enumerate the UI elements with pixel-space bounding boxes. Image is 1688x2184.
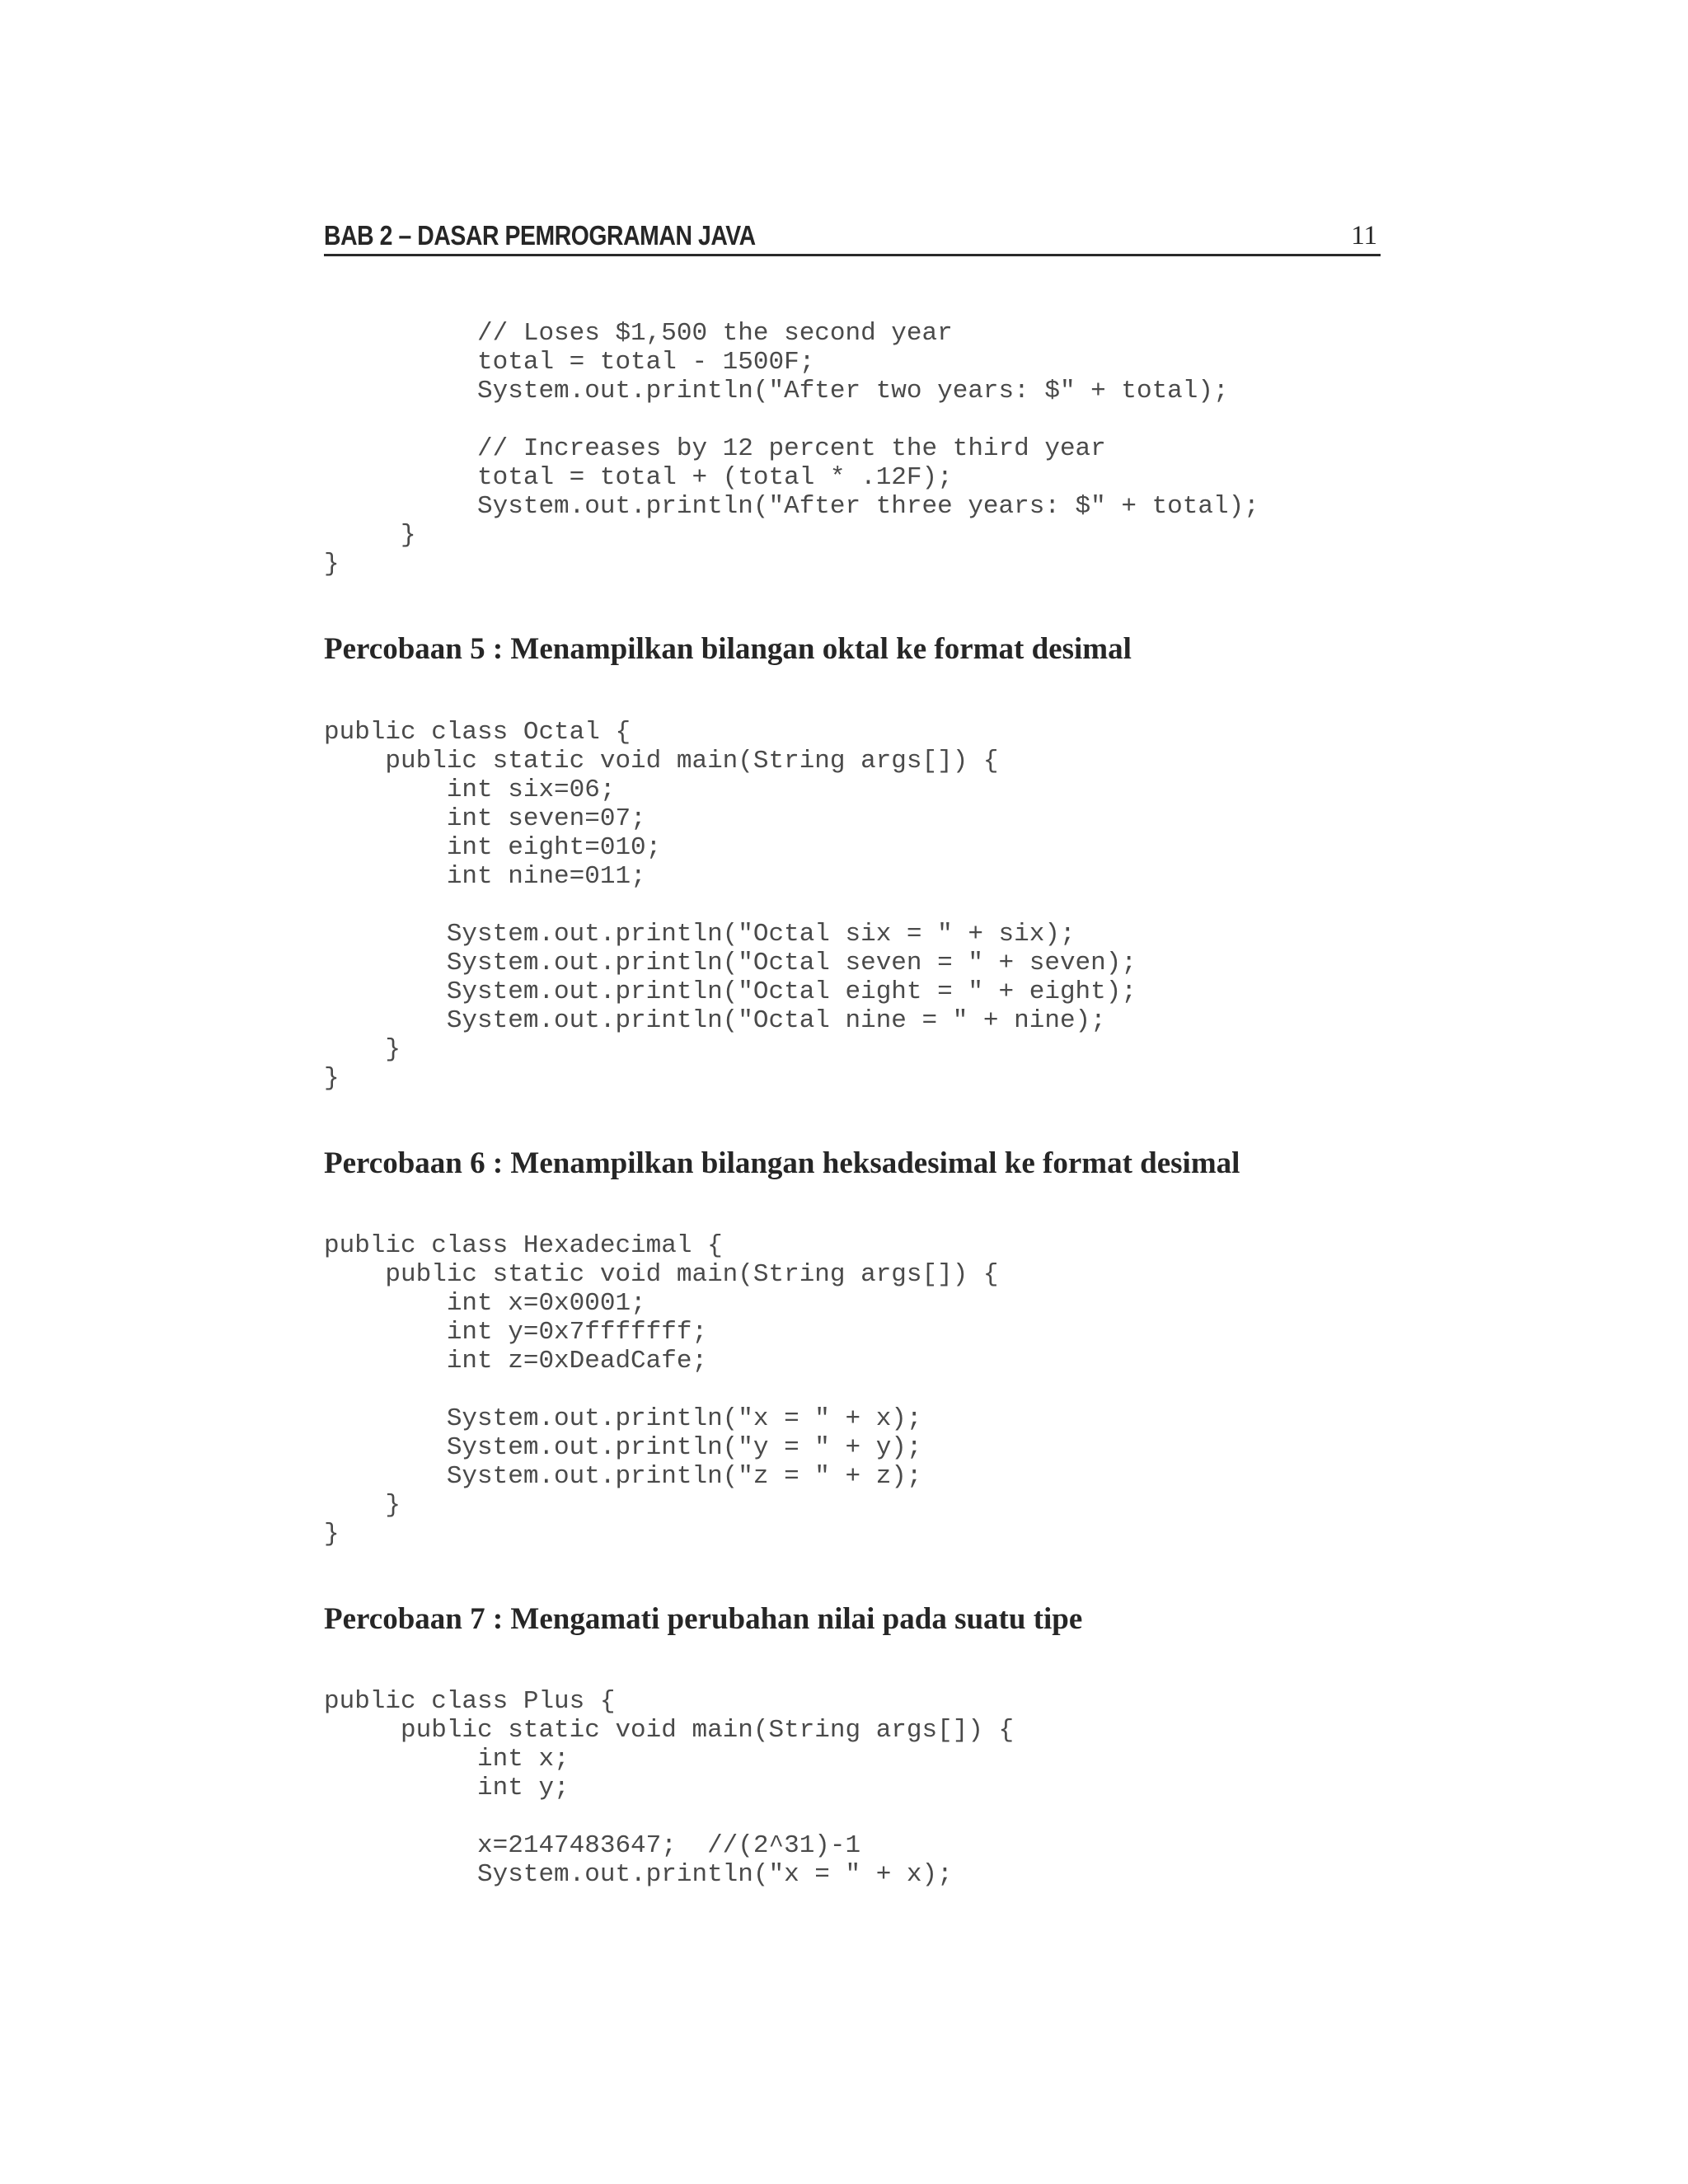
chapter-title: BAB 2 – DASAR PEMROGRAMAN JAVA xyxy=(324,220,756,251)
section-title-percobaan-7: Percobaan 7 : Mengamati perubahan nilai pada suatu tipe xyxy=(324,1602,1083,1636)
code-block-continued: // Loses $1,500 the second year total = total - 1500F; System.out.println("After two years: $" + total); // Increases by 12 percent the third year total = total + (total * .12F); System.out.println("After three years: $" + total); } } xyxy=(324,319,1259,579)
code-block-plus: public class Plus { public static void main(String args[]) { int x; int y; x=2147483647; //(2^31)-1 System.out.println("x = " + x); xyxy=(324,1687,1015,1889)
page-header xyxy=(324,221,1381,256)
section-title-percobaan-6: Percobaan 6 : Menampilkan bilangan heksadesimal ke format desimal xyxy=(324,1146,1240,1180)
code-block-octal: public class Octal { public static void main(String args[]) { int six=06; int seven=07; int eight=010; int nine=011; System.out.println("Octal six = " + six); System.out.println("Octal seven = " + seven); System.out.println("Octal eight = " + eight); System.out.println("Octal nine = " + nine); } } xyxy=(324,718,1137,1093)
page-number: 11 xyxy=(1351,221,1377,251)
section-title-percobaan-5: Percobaan 5 : Menampilkan bilangan oktal ke format desimal xyxy=(324,632,1132,666)
code-block-hexadecimal: public class Hexadecimal { public static void main(String args[]) { int x=0x0001; int y=0x7fffffff; int z=0xDeadCafe; System.out.println("x = " + x); System.out.println("y = " + y); System.out.println("z = " + z); } } xyxy=(324,1231,999,1549)
